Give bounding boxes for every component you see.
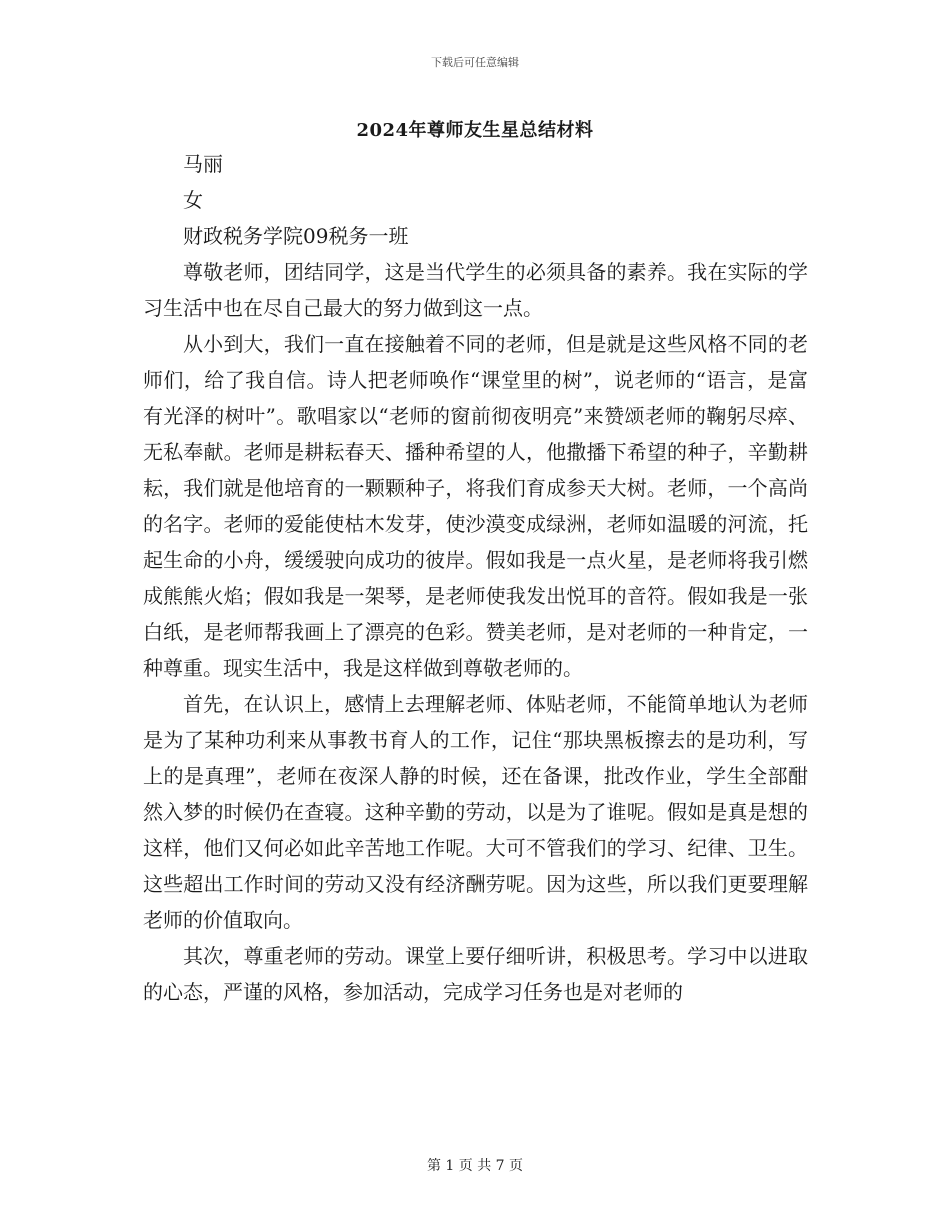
document-body [143,146,808,1010]
author-class: 财政税务学院09税务一班 [183,224,409,248]
document-title: 2024年尊师友生星总结材料 [356,120,594,141]
paragraph-intro: 尊敬老师，团结同学，这是当代学生的必须具备的素养。我在实际的学习生活中也在尽自己最大的努力做到这一点。 [143,260,808,320]
paragraph-teachers: 从小到大，我们一直在接触着不同的老师，但是就是这些风格不同的老师们，给了我自信。诗人把老师唤作“课堂里的树”，说老师的“语言，是富有光泽的树叶”。歌唱家以“老师的窗前彻夜明亮”来赞颂老师的鞠躬尽瘁、无私奉献。老师是耕耘春天、播种希望的人，他撒播下希望的种子，辛勤耕耘，我们就是他培育的一颗颗种子，将我们育成参天大树。老师，一个高尚的名字。老师的爱能使枯木发芽，使沙漠变成绿洲，老师如温暖的河流，托起生命的小舟，缓缓驶向成功的彼岸。假如我是一点火星，是老师将我引燃成熊熊火焰；假如我是一架琴，是老师使我发出悦耳的音符。假如我是一张白纸，是老师帮我画上了漂亮的色彩。赞美老师，是对老师的一种肯定，一种尊重。现实生活中，我是这样做到尊敬老师的。 [143,332,808,680]
paragraph-first: 首先，在认识上，感情上去理解老师、体贴老师，不能简单地认为老师是为了某种功利来从事教书育人的工作，记住“那块黑板擦去的是功利，写上的是真理”，老师在夜深人静的时候，还在备课，批改作业，学生全部酣然入梦的时候仍在查寝。这种辛勤的劳动，以是为了谁呢。假如是真是想的这样，他们又何必如此辛苦地工作呢。大可不管我们的学习、纪律、卫生。这些超出工作时间的劳动又没有经济酬劳呢。因为这些，所以我们更要理解老师的价值取向。 [143,692,808,932]
header-note: 下载后可任意编辑 [431,56,519,69]
author-name: 马丽 [183,152,223,176]
author-gender: 女 [183,188,203,212]
paragraph-second: 其次，尊重老师的劳动。课堂上要仔细听讲，积极思考。学习中以进取的心态，严谨的风格，参加活动，完成学习任务也是对老师的 [143,944,808,1004]
page-number: 第 1 页 共 7 页 [426,1158,524,1174]
